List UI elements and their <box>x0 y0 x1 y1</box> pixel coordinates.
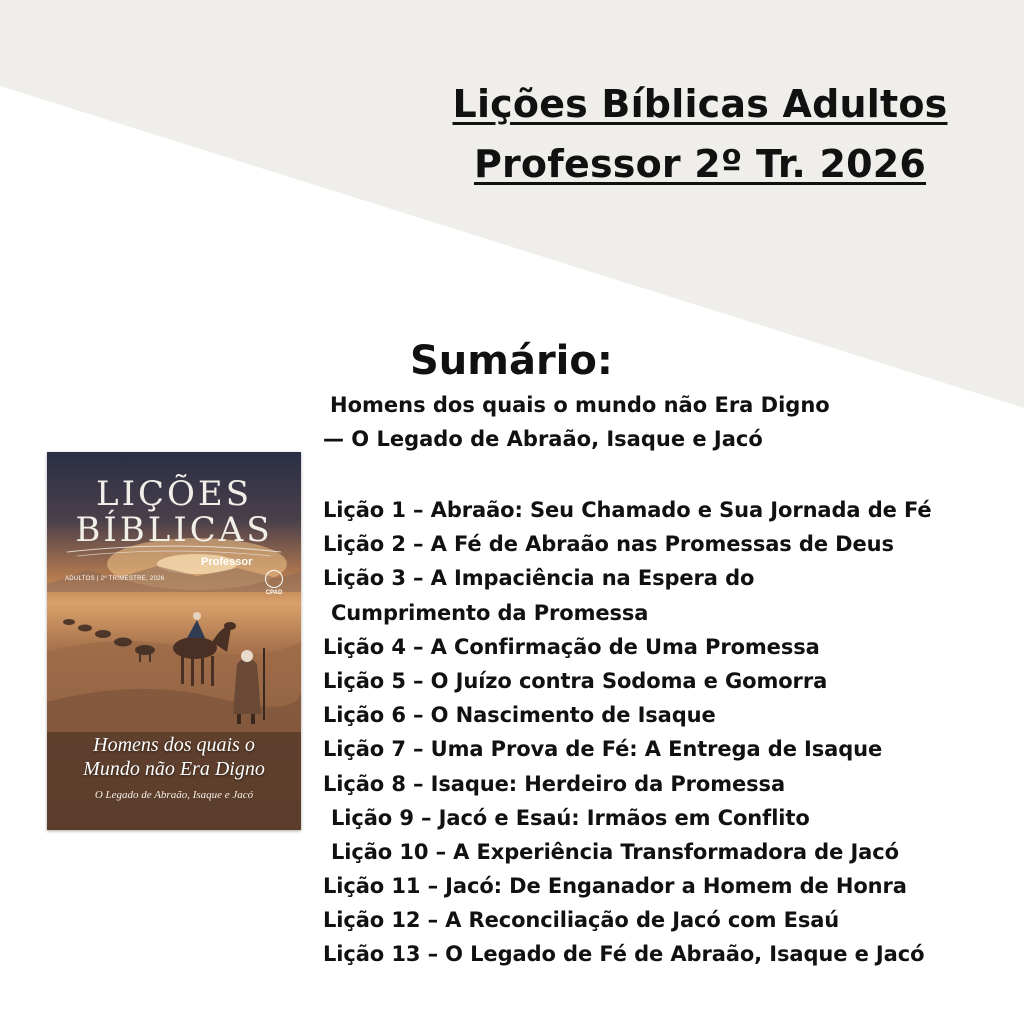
cover-edition-label: Professor <box>201 556 253 568</box>
summary-subtitle-line-1: Homens dos quais o mundo não Era Digno <box>330 393 830 417</box>
lesson-item: Lição 11 – Jacó: De Enganador a Homem de Honra <box>323 874 907 899</box>
lesson-item: Lição 8 – Isaque: Herdeiro da Promessa <box>323 771 786 796</box>
lesson-item: Lição 6 – O Nascimento de Isaque <box>323 703 716 728</box>
lesson-item: Lição 7 – Uma Prova de Fé: A Entrega de Isaque <box>323 737 883 762</box>
lesson-item: Lição 3 – A Impaciência na Espera do <box>323 566 755 591</box>
summary-subtitle-line-2: — O Legado de Abraão, Isaque e Jacó <box>323 427 763 451</box>
cover-title-line-1: Homens dos quais o <box>93 734 255 756</box>
lesson-item: Lição 1 – Abraão: Seu Chamado e Sua Jornada de Fé <box>323 498 932 522</box>
lesson-item-continuation: Cumprimento da Promessa <box>331 600 649 625</box>
lesson-item: Lição 4 – A Confirmação de Uma Promessa <box>323 634 820 659</box>
lesson-item: Lição 12 – A Reconciliação de Jacó com Esaú <box>323 908 840 933</box>
lesson-item: Lição 2 – A Fé de Abraão nas Promessas de Deus <box>323 532 894 557</box>
cover-brand-line-2: BÍBLICAS <box>75 510 273 550</box>
cover-brand-line-1: LIÇÕES <box>95 474 252 514</box>
lesson-list <box>323 493 932 972</box>
lesson-item: Lição 13 – O Legado de Fé de Abraão, Isaque e Jacó <box>323 942 925 967</box>
page-title-line-2: Professor 2º Tr. 2026 <box>473 142 927 186</box>
cover-quarter-label: ADULTOS | 2º TRIMESTRE, 2026 <box>65 576 165 582</box>
summary-heading: Sumário: <box>410 338 613 384</box>
lesson-item: Lição 9 – Jacó e Esaú: Irmãos em Conflito <box>331 805 810 830</box>
publisher-label: CPAD <box>265 590 283 596</box>
lesson-item: Lição 10 – A Experiência Transformadora de Jacó <box>331 839 899 864</box>
publisher-logo-icon <box>265 570 283 588</box>
lesson-item: Lição 5 – O Juízo contra Sodoma e Gomorra <box>323 668 828 693</box>
cover-subtitle: O Legado de Abraão, Isaque e Jacó <box>94 789 254 801</box>
page-title-line-1: Lições Bíblicas Adultos <box>452 82 948 126</box>
cover-title-line-2: Mundo não Era Digno <box>83 758 265 780</box>
book-cover-image <box>47 452 301 830</box>
